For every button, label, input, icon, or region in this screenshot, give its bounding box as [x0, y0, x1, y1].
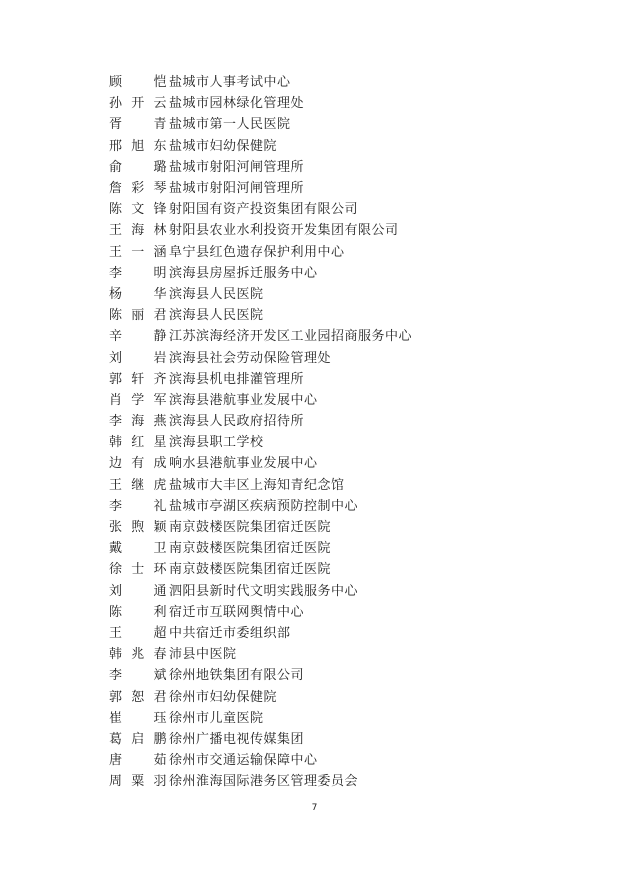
organization: 宿迁市互联网舆情中心 — [169, 604, 305, 620]
person-name: 顾 恺 — [109, 75, 167, 91]
person-name: 孙开云 — [109, 96, 167, 112]
organization: 滨海县人民医院 — [169, 308, 264, 324]
person-name: 陈 利 — [109, 604, 167, 620]
person-name: 陈丽君 — [109, 308, 167, 324]
list-item — [109, 303, 412, 324]
list-item — [109, 155, 412, 176]
list-item — [109, 176, 412, 197]
person-name: 陈文锋 — [109, 202, 167, 218]
list-item — [109, 218, 412, 239]
list-item — [109, 727, 412, 748]
list-item — [109, 197, 412, 218]
person-name: 王一涵 — [109, 244, 167, 260]
organization: 阜宁县红色遗存保护利用中心 — [169, 244, 345, 260]
organization: 射阳县农业水利投资开发集团有限公司 — [169, 223, 399, 239]
organization: 盐城市第一人民医院 — [169, 117, 291, 133]
list-item — [109, 557, 412, 578]
list-item — [109, 388, 412, 409]
list-item — [109, 112, 412, 133]
person-name: 张煦颖 — [109, 520, 167, 536]
person-name: 崔 珏 — [109, 710, 167, 726]
organization: 滨海县机电排灌管理所 — [169, 371, 305, 387]
person-name: 郭轩齐 — [109, 371, 167, 387]
person-name: 李海燕 — [109, 414, 167, 430]
person-name: 胥 青 — [109, 117, 167, 133]
list-item — [109, 70, 412, 91]
list-item — [109, 134, 412, 155]
person-name: 刘 通 — [109, 583, 167, 599]
organization: 滨海县人民政府招待所 — [169, 414, 305, 430]
list-item — [109, 684, 412, 705]
organization: 滨海县职工学校 — [169, 435, 264, 451]
list-item — [109, 430, 412, 451]
person-name: 杨 华 — [109, 286, 167, 302]
list-item — [109, 706, 412, 727]
person-name: 韩兆春 — [109, 647, 167, 663]
person-name: 徐士环 — [109, 562, 167, 578]
organization: 徐州地铁集团有限公司 — [169, 668, 305, 684]
organization: 盐城市大丰区上海知青纪念馆 — [169, 477, 345, 493]
list-item — [109, 367, 412, 388]
person-name: 郭恕君 — [109, 689, 167, 705]
organization: 盐城市人事考试中心 — [169, 75, 291, 91]
person-name: 韩红星 — [109, 435, 167, 451]
list-item — [109, 494, 412, 515]
person-name: 李 明 — [109, 265, 167, 281]
organization: 滨海县人民医院 — [169, 286, 264, 302]
organization: 盐城市园林绿化管理处 — [169, 96, 305, 112]
organization: 徐州广播电视传媒集团 — [169, 731, 305, 747]
organization: 中共宿迁市委组织部 — [169, 625, 291, 641]
page-number: 7 — [311, 803, 318, 813]
organization: 徐州市儿童医院 — [169, 710, 264, 726]
list-item — [109, 600, 412, 621]
person-name: 刘 岩 — [109, 350, 167, 366]
list-item — [109, 473, 412, 494]
list-item — [109, 769, 412, 790]
list-item — [109, 324, 412, 345]
organization: 徐州淮海国际港务区管理委员会 — [169, 774, 359, 790]
organization: 射阳国有资产投资集团有限公司 — [169, 202, 359, 218]
organization: 响水县港航事业发展中心 — [169, 456, 318, 472]
person-name: 周粟羽 — [109, 774, 167, 790]
list-item — [109, 642, 412, 663]
list-item — [109, 409, 412, 430]
list-item — [109, 261, 412, 282]
person-name: 邢旭东 — [109, 138, 167, 154]
list-item — [109, 451, 412, 472]
organization: 南京鼓楼医院集团宿迁医院 — [169, 541, 332, 557]
organization: 南京鼓楼医院集团宿迁医院 — [169, 520, 332, 536]
person-name: 俞 璐 — [109, 159, 167, 175]
award-name-list — [109, 70, 412, 790]
list-item — [109, 663, 412, 684]
person-name: 唐 茹 — [109, 753, 167, 769]
person-name: 辛 静 — [109, 329, 167, 345]
person-name: 詹彩琴 — [109, 181, 167, 197]
person-name: 肖学军 — [109, 392, 167, 408]
organization: 滨海县房屋拆迁服务中心 — [169, 265, 318, 281]
list-item — [109, 536, 412, 557]
person-name: 李 礼 — [109, 498, 167, 514]
person-name: 戴 卫 — [109, 541, 167, 557]
organization: 泗阳县新时代文明实践服务中心 — [169, 583, 359, 599]
organization: 滨海县社会劳动保险管理处 — [169, 350, 332, 366]
list-item — [109, 345, 412, 366]
organization: 盐城市射阳河闸管理所 — [169, 181, 305, 197]
list-item — [109, 515, 412, 536]
organization: 徐州市交通运输保障中心 — [169, 753, 318, 769]
organization: 徐州市妇幼保健院 — [169, 689, 278, 705]
list-item — [109, 621, 412, 642]
person-name: 葛启鹏 — [109, 731, 167, 747]
organization: 盐城市妇幼保健院 — [169, 138, 278, 154]
person-name: 边有成 — [109, 456, 167, 472]
organization: 沛县中医院 — [169, 647, 237, 663]
list-item — [109, 748, 412, 769]
organization: 江苏滨海经济开发区工业园招商服务中心 — [169, 329, 413, 345]
organization: 盐城市亭湖区疾病预防控制中心 — [169, 498, 359, 514]
list-item — [109, 579, 412, 600]
person-name: 王海林 — [109, 223, 167, 239]
person-name: 王 超 — [109, 625, 167, 641]
organization: 盐城市射阳河闸管理所 — [169, 159, 305, 175]
organization: 滨海县港航事业发展中心 — [169, 392, 318, 408]
list-item — [109, 91, 412, 112]
list-item — [109, 282, 412, 303]
list-item — [109, 240, 412, 261]
person-name: 王继虎 — [109, 477, 167, 493]
organization: 南京鼓楼医院集团宿迁医院 — [169, 562, 332, 578]
person-name: 李 斌 — [109, 668, 167, 684]
